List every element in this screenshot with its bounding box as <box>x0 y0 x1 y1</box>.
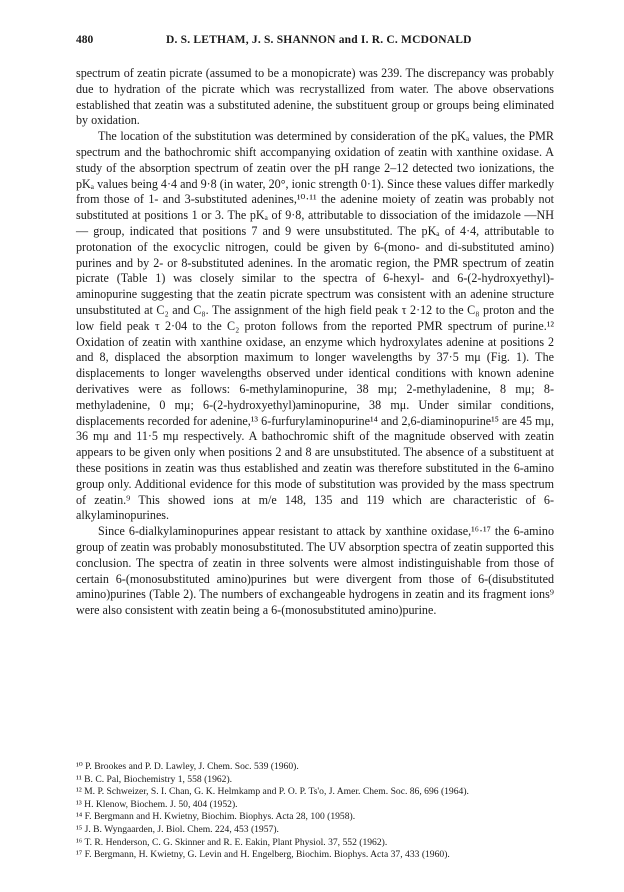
footnote-17: ¹⁷ F. Bergmann, H. Kwietny, G. Levin and H. Engelberg, Biochim. Biophys. Acta 37, 433 (1960). <box>76 849 450 861</box>
footnote-15: ¹⁵ J. B. Wyngaarden, J. Biol. Chem. 224, 453 (1957). <box>76 823 279 835</box>
footnotes <box>76 761 554 862</box>
footnote-14: ¹⁴ F. Bergmann and H. Kwietny, Biochim. Biophys. Acta 28, 100 (1958). <box>76 811 356 823</box>
running-head <box>76 34 554 50</box>
footnote-12: ¹² M. P. Schweizer, S. I. Chan, G. K. Helmkamp and P. O. P. Ts'o, J. Amer. Chem. Soc. 86, 696 (1964). <box>76 786 469 798</box>
running-title-authors: D. S. LETHAM, J. S. SHANNON and I. R. C. MCDONALD <box>166 34 472 46</box>
body-text <box>76 66 554 619</box>
paragraph-3: Since 6-dialkylaminopurines appear resistant to attack by xanthine oxidase,¹⁶·¹⁷ the 6-amino group of zeatin was probably monosubstituted. The UV absorption spectra of zeatin supported this conclusion. The spectra of zeatin in three solvents were almost indistinguishable from those of certain 6-(monosubstituted amino)purines but were divergent from those of 6-(disubstituted amino)purines (Table 2). The numbers of exchangeable hydrogens in zeatin and its fragment ions⁹ were also consistent with zeatin being a 6-(monosubstituted amino)purine. <box>76 524 554 618</box>
paragraph-1: spectrum of zeatin picrate (assumed to be a monopicrate) was 239. The discrepancy was probably due to hydration of the picrate which was recrystallized from water. The above observations established that zeatin was a substituted adenine, the substituent group or groups being eliminated by oxidation. <box>76 66 554 128</box>
footnote-16: ¹⁶ T. R. Henderson, C. G. Skinner and R. E. Eakin, Plant Physiol. 37, 552 (1962). <box>76 836 388 848</box>
footnote-11: ¹¹ B. C. Pal, Biochemistry 1, 558 (1962). <box>76 773 233 785</box>
page-number: 480 <box>76 34 94 46</box>
paragraph-2: The location of the substitution was determined by consideration of the pKₐ values, the PMR spectrum and the bathochromic shift accompanying oxidation of zeatin with xanthine oxidase. A study of the absorption spectrum of zeatin over the pH range 2–12 detected two ionizations, the pKₐ values being 4·4 and 9·8 (in water, 20°, ionic strength 0·1). Since these values differ markedly from those of 1- and 3-substituted adenines,¹⁰·¹¹ the adenine moiety of zeatin was probably not substituted at positions 1 or 3. The pKₐ of 9·8, attributable to dissociation of the imidazole —NH— group, indicated that positions 7 and 9 were unsubstituted. The pKₐ of 4·4, attributable to protonation of the exocyclic nitrogen, could be given by 6-(mono- and di-substituted amino) purines and by 2- or 8-substituted adenines. In the aromatic region, the PMR spectrum of zeatin picrate (Table 1) was closely similar to the spectra of 6-hexyl- and 6-(2-hydroxyethyl)-aminopurine suggesting that the zeatin picrate spectrum was consistent with an adenine structure unsubstituted at C₂ and C₈. The assignment of the high field peak τ 2·12 to the C₈ proton and the low field peak τ 2·04 to the C₂ proton follows from the reported PMR spectrum of purine.¹² Oxidation of zeatin with xanthine oxidase, an enzyme which hydroxylates adenine at positions 2 and 8, displaced the absorption maximum to longer wavelengths by 37·5 mμ (Fig. 1). The displacements to longer wavelengths observed under identical conditions with known adenine derivatives were as follows: 6-methylaminopurine, 38 mμ; 2-methyladenine, 8 mμ; 8-methyladenine, 0 mμ; 6-(2-hydroxyethyl)aminopurine, 38 mμ. Under similar conditions, displacements recorded for adenine,¹³ 6-furfurylaminopurine¹⁴ and 2,6-diaminopurine¹⁵ are 45 mμ, 36 mμ and 11·5 mμ respectively. A bathochromic shift of the magnitude observed with zeatin appears to be given only when positions 2 and 8 are unsubstituted. The absence of a substituent at these positions in zeatin was thus established and zeatin was therefore substituted in the 6-amino group only. Additional evidence for this mode of substitution was provided by the mass spectrum of zeatin.⁹ This showed ions at m/e 148, 135 and 119 which are characteristic of 6-alkylaminopurines. <box>76 129 554 523</box>
footnote-10: ¹⁰ P. Brookes and P. D. Lawley, J. Chem. Soc. 539 (1960). <box>76 761 299 772</box>
footnote-13: ¹³ H. Klenow, Biochem. J. 50, 404 (1952). <box>76 798 238 810</box>
